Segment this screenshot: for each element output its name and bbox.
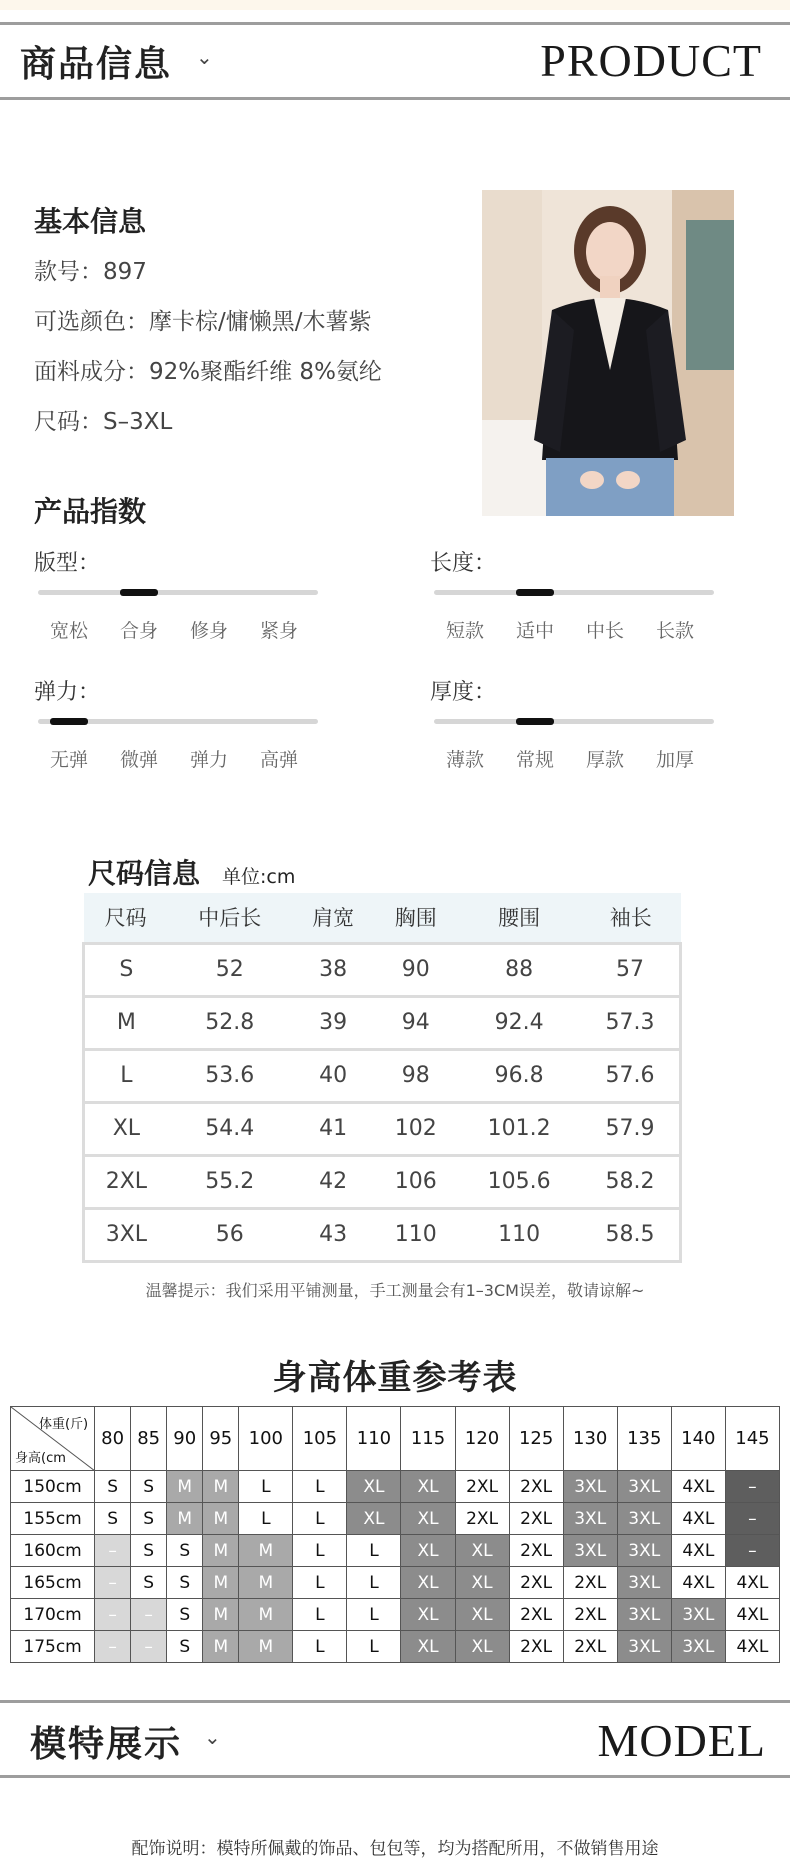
height-label: 150cm xyxy=(11,1471,95,1503)
size-cell: S xyxy=(167,1631,203,1663)
index-option: 加厚 xyxy=(655,749,694,771)
size-cell: 2XL xyxy=(509,1567,563,1599)
table-cell: 56 xyxy=(168,1208,292,1261)
height-label: 155cm xyxy=(11,1503,95,1535)
size-cell: 2XL xyxy=(455,1471,509,1503)
size-unit: 单位:cm xyxy=(222,866,296,888)
size-cell: 2XL xyxy=(509,1599,563,1631)
size-cell: L xyxy=(293,1471,347,1503)
index-label: 弹力： xyxy=(34,680,101,705)
fabric-composition: 面料成分：92%聚酯纤维 8%氨纶 xyxy=(34,359,382,385)
height-weight-table xyxy=(10,1406,780,1663)
index-elasticity xyxy=(34,675,324,771)
size-cell: 3XL xyxy=(563,1535,617,1567)
size-cell: L xyxy=(293,1567,347,1599)
size-cell: S xyxy=(131,1535,167,1567)
size-cell: 4XL xyxy=(671,1471,725,1503)
size-cell: S xyxy=(131,1503,167,1535)
weight-header: 115 xyxy=(401,1407,455,1471)
size-cell: 3XL xyxy=(617,1567,671,1599)
index-option: 中长 xyxy=(585,620,624,642)
size-cell: – xyxy=(725,1503,779,1535)
size-cell: M xyxy=(203,1535,239,1567)
size-cell: L xyxy=(347,1567,401,1599)
size-cell: 2XL xyxy=(509,1503,563,1535)
accessory-note: 配饰说明：模特所佩戴的饰品、包包等，均为搭配所用，不做销售用途 xyxy=(131,1839,659,1859)
size-cell: 2XL xyxy=(563,1631,617,1663)
size-cell: XL xyxy=(401,1599,455,1631)
product-photo xyxy=(482,190,734,516)
table-row xyxy=(84,1049,681,1102)
index-label: 长度： xyxy=(430,551,497,576)
size-cell: 2XL xyxy=(563,1599,617,1631)
size-cell: XL xyxy=(347,1503,401,1535)
table-row xyxy=(11,1599,780,1631)
size-cell: L xyxy=(293,1535,347,1567)
table-cell: 110 xyxy=(457,1208,581,1261)
weight-header: 95 xyxy=(203,1407,239,1471)
table-cell: 39 xyxy=(292,996,375,1049)
size-cell: 3XL xyxy=(617,1599,671,1631)
index-marker xyxy=(120,589,158,596)
size-cell: 3XL xyxy=(617,1535,671,1567)
divider xyxy=(0,1775,790,1778)
table-cell: 58.2 xyxy=(581,1155,680,1208)
table-cell: 98 xyxy=(374,1049,457,1102)
size-cell: 4XL xyxy=(671,1567,725,1599)
weight-header: 125 xyxy=(509,1407,563,1471)
size-cell: 2XL xyxy=(509,1631,563,1663)
chevron-down-icon[interactable]: ⌄ xyxy=(196,45,213,69)
index-option: 无弹 xyxy=(49,749,88,771)
product-section-header xyxy=(0,22,790,100)
table-cell: 110 xyxy=(374,1208,457,1261)
weight-header-row xyxy=(11,1407,780,1471)
table-cell: 42 xyxy=(292,1155,375,1208)
column-header: 中后长 xyxy=(168,893,292,943)
size-cell: M xyxy=(167,1471,203,1503)
index-option: 合身 xyxy=(119,620,158,642)
table-row xyxy=(84,943,681,996)
column-header: 胸围 xyxy=(374,893,457,943)
weight-header: 90 xyxy=(167,1407,203,1471)
basic-info-title: 基本信息 xyxy=(34,205,147,238)
index-option: 厚款 xyxy=(585,749,624,771)
table-cell: 96.8 xyxy=(457,1049,581,1102)
size-cell: – xyxy=(95,1599,131,1631)
table-row xyxy=(84,1102,681,1155)
size-cell: 4XL xyxy=(671,1535,725,1567)
size-cell: – xyxy=(131,1599,167,1631)
index-marker xyxy=(516,718,554,725)
index-option: 短款 xyxy=(445,620,484,642)
size-cell: XL xyxy=(455,1535,509,1567)
table-row xyxy=(11,1535,780,1567)
size-cell: – xyxy=(725,1535,779,1567)
section-title: 模特展示 xyxy=(30,1724,183,1765)
table-cell: 57.3 xyxy=(581,996,680,1049)
index-fit xyxy=(34,546,324,642)
table-cell: M xyxy=(84,996,168,1049)
table-cell: 90 xyxy=(374,943,457,996)
weight-header: 80 xyxy=(95,1407,131,1471)
weight-header: 110 xyxy=(347,1407,401,1471)
size-cell: M xyxy=(203,1471,239,1503)
section-title-en: MODEL xyxy=(597,1715,766,1766)
table-cell: 43 xyxy=(292,1208,375,1261)
height-label: 165cm xyxy=(11,1567,95,1599)
size-cell: – xyxy=(131,1631,167,1663)
size-cell: S xyxy=(167,1567,203,1599)
table-cell: 88 xyxy=(457,943,581,996)
size-cell: 4XL xyxy=(671,1503,725,1535)
table-cell: 92.4 xyxy=(457,996,581,1049)
index-label: 厚度： xyxy=(430,680,497,705)
style-number: 款号：897 xyxy=(34,259,147,285)
index-track xyxy=(38,590,318,595)
color-options: 可选颜色：摩卡棕/慵懒黑/木薯紫 xyxy=(34,309,372,335)
index-marker xyxy=(50,718,88,725)
size-cell: M xyxy=(239,1631,293,1663)
size-cell: 3XL xyxy=(617,1631,671,1663)
size-cell: 4XL xyxy=(725,1631,779,1663)
weight-header: 130 xyxy=(563,1407,617,1471)
corner-cell xyxy=(11,1407,95,1471)
table-cell: XL xyxy=(84,1102,168,1155)
index-track xyxy=(38,719,318,724)
table-cell: 57 xyxy=(581,943,680,996)
weight-header: 145 xyxy=(725,1407,779,1471)
table-cell: 94 xyxy=(374,996,457,1049)
column-header: 袖长 xyxy=(581,893,680,943)
table-row xyxy=(84,1155,681,1208)
size-cell: 3XL xyxy=(563,1503,617,1535)
size-range: 尺码：S–3XL xyxy=(34,409,173,435)
size-cell: L xyxy=(293,1599,347,1631)
index-option: 微弹 xyxy=(119,749,158,771)
index-label: 版型： xyxy=(34,551,101,576)
size-cell: L xyxy=(239,1503,293,1535)
size-cell: L xyxy=(239,1471,293,1503)
size-cell: 2XL xyxy=(563,1567,617,1599)
size-cell: – xyxy=(95,1535,131,1567)
size-cell: 3XL xyxy=(671,1631,725,1663)
index-option: 紧身 xyxy=(259,620,298,642)
size-cell: XL xyxy=(401,1567,455,1599)
size-cell: XL xyxy=(455,1631,509,1663)
divider xyxy=(0,22,790,25)
size-cell: S xyxy=(167,1535,203,1567)
table-cell: 38 xyxy=(292,943,375,996)
table-cell: S xyxy=(84,943,168,996)
weight-header: 120 xyxy=(455,1407,509,1471)
index-option: 长款 xyxy=(655,620,694,642)
size-cell: XL xyxy=(401,1471,455,1503)
size-table xyxy=(82,893,682,1263)
size-cell: – xyxy=(95,1631,131,1663)
size-cell: M xyxy=(203,1567,239,1599)
weight-header: 105 xyxy=(293,1407,347,1471)
size-cell: S xyxy=(95,1503,131,1535)
table-cell: 52 xyxy=(168,943,292,996)
index-track xyxy=(434,590,714,595)
section-title-en: PRODUCT xyxy=(540,35,762,86)
column-header: 腰围 xyxy=(457,893,581,943)
size-cell: M xyxy=(167,1503,203,1535)
size-cell: – xyxy=(95,1567,131,1599)
table-cell: 57.6 xyxy=(581,1049,680,1102)
table-row xyxy=(11,1631,780,1663)
index-track xyxy=(434,719,714,724)
size-cell: XL xyxy=(455,1567,509,1599)
basic-info xyxy=(34,200,382,458)
size-cell: M xyxy=(239,1535,293,1567)
table-cell: 101.2 xyxy=(457,1102,581,1155)
size-cell: M xyxy=(239,1599,293,1631)
measurement-note: 温馨提示：我们采用平铺测量，手工测量会有1–3CM误差，敬请谅解~ xyxy=(145,1281,645,1300)
section-title: 商品信息 xyxy=(20,44,173,85)
weight-header: 100 xyxy=(239,1407,293,1471)
index-length xyxy=(430,546,720,642)
size-cell: XL xyxy=(401,1535,455,1567)
size-cell: S xyxy=(167,1599,203,1631)
size-cell: L xyxy=(293,1631,347,1663)
size-cell: S xyxy=(131,1471,167,1503)
table-cell: 57.9 xyxy=(581,1102,680,1155)
table-cell: L xyxy=(84,1049,168,1102)
table-row xyxy=(84,1208,681,1261)
weight-header: 135 xyxy=(617,1407,671,1471)
size-cell: S xyxy=(131,1567,167,1599)
height-label: 175cm xyxy=(11,1631,95,1663)
size-cell: 2XL xyxy=(509,1471,563,1503)
size-table-header xyxy=(84,893,681,943)
table-cell: 106 xyxy=(374,1155,457,1208)
table-cell: 2XL xyxy=(84,1155,168,1208)
index-option: 宽松 xyxy=(49,620,88,642)
divider xyxy=(0,1700,790,1703)
index-option: 弹力 xyxy=(189,749,228,771)
index-option: 修身 xyxy=(189,620,228,642)
size-cell: 3XL xyxy=(617,1471,671,1503)
table-cell: 55.2 xyxy=(168,1155,292,1208)
size-cell: XL xyxy=(401,1503,455,1535)
height-axis-label: 身高(cm xyxy=(15,1451,66,1466)
size-cell: XL xyxy=(455,1599,509,1631)
size-cell: M xyxy=(203,1503,239,1535)
size-cell: – xyxy=(725,1471,779,1503)
index-option: 薄款 xyxy=(445,749,484,771)
index-option: 适中 xyxy=(515,620,554,642)
size-cell: L xyxy=(293,1503,347,1535)
height-label: 170cm xyxy=(11,1599,95,1631)
indices-title: 产品指数 xyxy=(34,495,147,528)
index-option: 常规 xyxy=(515,749,554,771)
size-cell: XL xyxy=(401,1631,455,1663)
divider xyxy=(0,97,790,100)
size-cell: M xyxy=(203,1631,239,1663)
table-cell: 53.6 xyxy=(168,1049,292,1102)
size-cell: 2XL xyxy=(455,1503,509,1535)
height-label: 160cm xyxy=(11,1535,95,1567)
size-cell: XL xyxy=(347,1471,401,1503)
column-header: 肩宽 xyxy=(292,893,375,943)
size-cell: M xyxy=(203,1599,239,1631)
height-weight-title: 身高体重参考表 xyxy=(272,1358,518,1398)
index-thickness xyxy=(430,675,720,771)
size-cell: L xyxy=(347,1535,401,1567)
size-cell: S xyxy=(95,1471,131,1503)
size-cell: 4XL xyxy=(725,1599,779,1631)
top-strip xyxy=(0,0,790,10)
size-cell: L xyxy=(347,1599,401,1631)
size-cell: 3XL xyxy=(671,1599,725,1631)
table-row xyxy=(11,1471,780,1503)
size-info-title: 尺码信息 xyxy=(88,857,201,890)
column-header: 尺码 xyxy=(84,893,168,943)
size-cell: L xyxy=(347,1631,401,1663)
table-cell: 3XL xyxy=(84,1208,168,1261)
size-cell: 4XL xyxy=(725,1567,779,1599)
table-row xyxy=(84,996,681,1049)
index-marker xyxy=(516,589,554,596)
index-option: 高弹 xyxy=(259,749,298,771)
table-cell: 105.6 xyxy=(457,1155,581,1208)
table-row xyxy=(11,1567,780,1599)
size-cell: M xyxy=(239,1567,293,1599)
chevron-down-icon[interactable]: ⌄ xyxy=(204,1725,221,1749)
table-cell: 102 xyxy=(374,1102,457,1155)
size-cell: 2XL xyxy=(509,1535,563,1567)
table-cell: 58.5 xyxy=(581,1208,680,1261)
table-cell: 52.8 xyxy=(168,996,292,1049)
weight-header: 85 xyxy=(131,1407,167,1471)
size-cell: 3XL xyxy=(617,1503,671,1535)
weight-axis-label: 体重(斤) xyxy=(38,1417,89,1432)
weight-header: 140 xyxy=(671,1407,725,1471)
table-cell: 54.4 xyxy=(168,1102,292,1155)
table-row xyxy=(11,1503,780,1535)
model-section-header xyxy=(0,1700,790,1778)
table-cell: 41 xyxy=(292,1102,375,1155)
table-cell: 40 xyxy=(292,1049,375,1102)
size-cell: 3XL xyxy=(563,1471,617,1503)
